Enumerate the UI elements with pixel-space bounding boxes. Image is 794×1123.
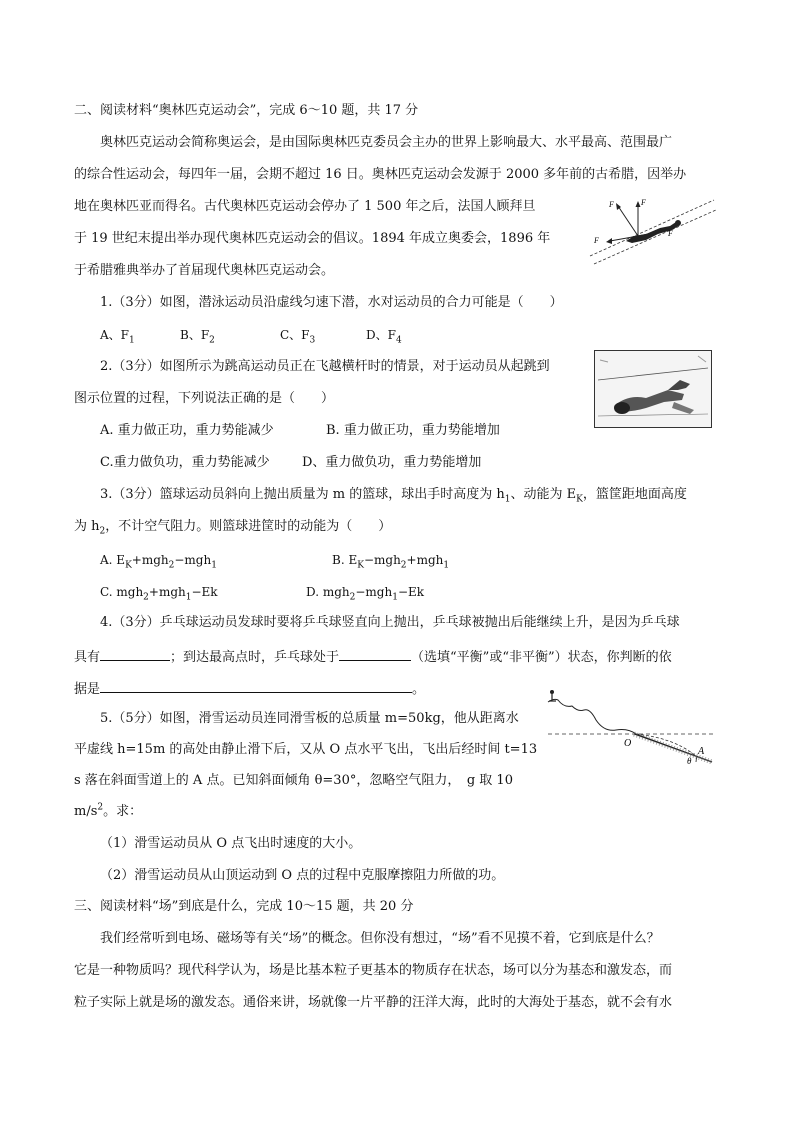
q4-answer-blank-3[interactable] [100,678,412,693]
section3-para-line: 我们经常听到电场、磁场等有关“场”的概念。但你没有想过，“场”看不见摸不着，它到底是什么？ [100,931,660,946]
force-label-f1: F [641,198,646,207]
q2-option-d: D、重力做负功，重力势能增加 [302,455,482,470]
section2-para-line: 奥林匹克运动会简称奥运会，是由国际奥林匹克委员会主办的世界上影响最大、水平最高、范围最广 [100,135,673,150]
q2-option-a: A. 重力做正功，重力势能减少 [100,423,274,438]
q1-stem: 1.（3分）如图，潜泳运动员沿虚线匀速下潜，水对运动员的合力可能是（ ） [100,295,563,310]
q3-stem-line2: 为 $h_2$，不计空气阻力。则篮球进筐时的动能为（ ） [74,519,392,537]
q2-option-c: C.重力做负功，重力势能减少 [100,455,270,470]
q5-sub1: （1）滑雪运动员从 O 点飞出时速度的大小。 [100,836,362,851]
section3-para-line: 粒子实际上就是场的激发态。通俗来讲，场就像一片平静的汪洋大海，此时的大海处于基态，就不会有水 [74,995,673,1010]
q1-option-b: B、$F_2$ [180,328,215,346]
point-a-label: A [698,746,705,757]
q2-stem-line2: 图示位置的过程，下列说法正确的是（ ） [74,391,335,406]
q5-line2: 平虚线 h=15m 的高处由静止滑下后，又从 O 点水平飞出，飞出后经时间 t=13 [74,742,538,757]
section2-para-line: 于希腊雅典举办了首届现代奥林匹克运动会。 [74,263,335,278]
force-label-f3: F [594,236,599,245]
section3-heading: 三、阅读材料“场”到底是什么，完成 10～15 题，共 20 分 [74,899,414,914]
q3-stem-line1: 3.（3分）篮球运动员斜向上抛出质量为 m 的篮球，球出手时高度为 $h_1$、动能为 $E_K$，篮筐距地面高度 [100,487,687,505]
q2-option-b: B. 重力做正功，重力势能增加 [326,423,500,438]
q4-line1: 4.（3分）乒乓球运动员发球时要将乒乓球竖直向上抛出，乒乓球被抛出后能继续上升，是因为乒乓球 [100,615,680,630]
section2-para-line: 于 19 世纪末提出举办现代奥林匹克运动会的倡议。1894 年成立奥委会，1896 年 [74,231,551,246]
q4-line2: 具有 ；到达最高点时，乒乓球处于 （选填“平衡”或“非平衡”）状态，你判断的依 [74,646,672,667]
q1-option-c: C、$F_3$ [280,328,316,346]
swimmer-diagram [588,192,718,266]
section3-para-line: 它是一种物质吗？现代科学认为，场是比基本粒子更基本的物质存在状态，场可以分为基态和激发态，而 [74,963,673,978]
q5-line3: s 落在斜面雪道上的 A 点。已知斜面倾角 θ=30°，忽略空气阻力， g 取 10 [74,773,513,788]
q3-option-a: A. $E_K+mgh_2-mgh_1$ [100,553,217,571]
q2-stem-line1: 2.（3分）如图所示为跳高运动员正在飞越横杆时的情景，对于运动员从起跳到 [100,359,550,374]
high-jump-photo [594,350,712,428]
q5-line1: 5.（5分）如图，滑雪运动员连同滑雪板的总质量 m=50kg，他从距离水 [100,711,519,726]
q4-line3: 据是 。 [74,678,425,699]
ski-slope-diagram [546,684,716,766]
q4-answer-blank-1[interactable] [100,646,170,661]
angle-theta-label: θ [687,756,692,766]
force-label-f4: F [668,229,673,238]
q3-option-d: D. mgh$_2$−mgh$_1$−Ek [306,585,425,603]
q3-option-c: C. mgh$_2$+mgh$_1$−Ek [100,585,218,603]
section2-para-line: 的综合性运动会，每四年一届，会期不超过 16 日。奥林匹克运动会发源于 2000 多年前的古希腊，因举办 [74,167,687,182]
q5-line4: $m/s^2$。求： [74,802,143,819]
q1-option-d: D、$F_4$ [366,328,402,346]
q3-option-b: B. $E_K-mgh_2+mgh_1$ [332,553,450,571]
section2-heading: 二、阅读材料“奥林匹克运动会”，完成 6～10 题，共 17 分 [74,103,419,118]
q4-answer-blank-2[interactable] [339,646,411,661]
section2-para-line: 地在奥林匹亚而得名。古代奥林匹克运动会停办了 1 500 年之后，法国人顾拜旦 [74,199,536,214]
q5-sub2: （2）滑雪运动员从山顶运动到 O 点的过程中克服摩擦阻力所做的功。 [100,868,505,883]
point-o-label: O [624,738,632,749]
q1-option-a: A、$F_1$ [100,328,135,346]
force-label-f2: F [609,200,614,209]
